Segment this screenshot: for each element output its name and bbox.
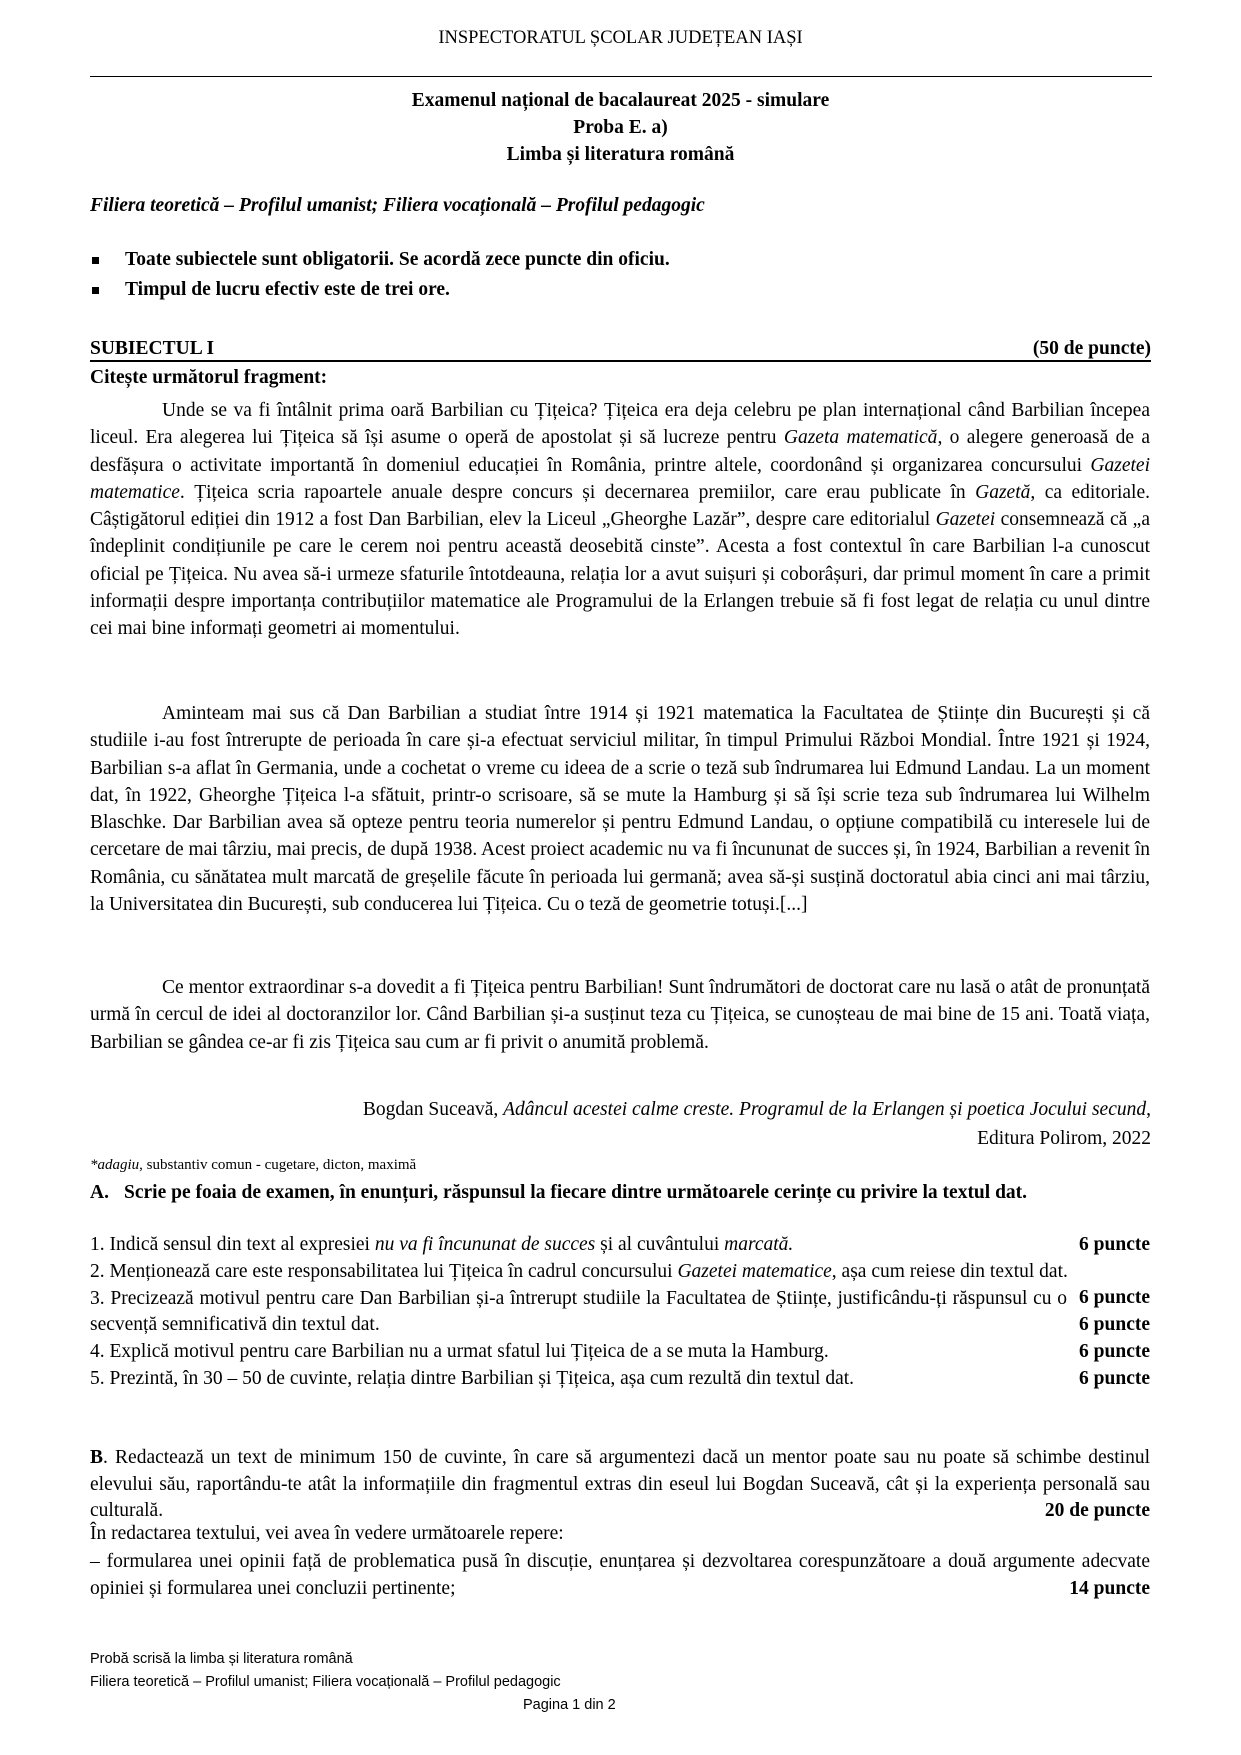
text-segment: 4. Explică motivul pentru care Barbilian nu a urmat sfatul lui Țițeica de a se muta la Hamburg.	[90, 1340, 829, 1362]
part-b-guidance: În redactarea textului, vei avea în vedere următoarele repere:	[90, 1523, 564, 1544]
question-item	[90, 1339, 1150, 1366]
italic-text: Gazetă	[975, 481, 1031, 503]
question-item	[90, 1259, 1150, 1309]
source-work: Adâncul acestei calme creste. Programul de la Erlangen și poetica Jocului secund	[503, 1099, 1147, 1120]
text-segment: , o alegere generoasă de a desfășura o activitate importantă în domeniul educației în România, printre altele, coordonând și organizarea concursului	[90, 427, 1151, 476]
source-author: Bogdan Suceavă,	[362, 1099, 504, 1120]
reading-instruction: Citește următorul fragment:	[90, 367, 328, 388]
italic-text: Gazetei matematice	[677, 1260, 832, 1282]
question-points: 6 puncte	[1079, 1287, 1150, 1309]
subject-heading	[90, 338, 1151, 362]
institution-header: INSPECTORATUL ȘCOLAR JUDEȚEAN IAȘI	[438, 28, 803, 48]
part-b-text: . Redactează un text de minimum 150 de cuvinte, în care să argumentezi dacă un mentor poate sau nu poate să schimbe destinul elevului său, raportându-te atât la informațiile din fragmentul extras din eseul lui Bogdan Suceavă, cât și la experiența personală sau culturală.	[90, 1447, 1150, 1521]
source-citation	[363, 1096, 1151, 1153]
text-segment: consemnează că „a îndeplinit condițiunile pe care le cerem noi pentru această deosebită cinste”. Acesta a fost contextul în care Barbilian l-a cunoscut oficial pe Țițeica. Nu avea să-i urmeze sfaturile întotdeauna, relația lor a avut suișuri și coborâșuri, dar primul moment în care a primit informații despre importanța contribuțiilor matematice ale Programului de la Erlangen trebuie să fi fost legat de relația cu unul dintre cei mai bine informați geometri ai momentului.	[90, 509, 1150, 640]
part-a-instruction	[90, 1180, 1150, 1206]
footnote	[90, 1157, 416, 1174]
text-segment: 3. Precizează motivul pentru care Dan Barbilian și-a întrerupt studiile la Facultatea de Științe, justificându-ți răspunsul cu o secvență semnificativă din textul dat.	[90, 1287, 1068, 1336]
footnote-term: *adagiu	[90, 1157, 140, 1173]
text-segment: . Țițeica scria rapoartele anuale despre concurs și decernarea premiilor, care erau publicate în	[179, 481, 976, 503]
fragment-paragraph	[90, 974, 1150, 1056]
rule-item	[90, 279, 450, 301]
criterion-points: 14 puncte	[1069, 1577, 1150, 1599]
rule-item	[90, 249, 670, 271]
rule-text: Timpul de lucru efectiv este de trei ore.	[125, 279, 450, 300]
italic-text: Gazetei	[935, 509, 996, 531]
italic-text: marcată.	[724, 1234, 794, 1255]
italic-text: nu va fi încununat de succes	[374, 1234, 596, 1255]
part-b-points: 20 de puncte	[1044, 1500, 1150, 1521]
italic-text: Gazeta matematică	[783, 427, 938, 449]
text-segment: Aminteam mai sus că Dan Barbilian a studiat între 1914 și 1921 matematica la Facultatea de Științe din București și că studiile i-au fost întrerupte de perioada în care și-a efectuat serviciul militar, în timpul Primului Război Mondial. Între 1921 și 1924, Barbilian s-a aflat în Germania, unde a cochetat o vreme cu ideea de a scrie o teză sub îndrumarea lui Edmund Landau. La un moment dat, în 1922, Gheorghe Țițeica l-a sfătuit, printr-o scrisoare, să se mute la Hamburg și să își scrie teza sub îndrumarea lui Wilhelm Blaschke. Dar Barbilian avea să opteze pentru teoria numerelor și pentru Edmund Landau, o opțiune compatibilă cu interesele lui de cercetare de mai târziu, mai precis, de după 1938. Acest proiect academic nu va fi încununat de succes și, în 1924, Barbilian a revenit în România, cu sănătatea mult marcată de greșelile făcute în perioada lui germană; avea să-și susțină doctoratul abia cinci ani mai târziu, la Universitatea din București, sub conducerea lui Țițeica. Cu o teză de geometrie totuși.[...]	[90, 703, 1150, 916]
profile-line: Filiera teoretică – Profilul umanist; Filiera vocațională – Profilul pedagogic	[90, 195, 705, 216]
question-points: 6 puncte	[1079, 1314, 1150, 1336]
fragment-paragraph	[90, 397, 1150, 643]
text-segment: 2. Menționează care este responsabilitatea lui Țițeica în cadrul concursului	[90, 1260, 678, 1282]
italic-text: Gazetei matematice	[90, 454, 1150, 503]
question-points: 6 puncte	[1079, 1340, 1150, 1362]
subject-points: (50 de puncte)	[1032, 338, 1151, 359]
page-number: Pagina 1 din 2	[523, 1697, 616, 1713]
rule-text: Toate subiectele sunt obligatorii. Se acordă zece puncte din oficiu.	[125, 249, 670, 270]
question-item	[90, 1366, 1150, 1393]
part-b-label: B	[90, 1447, 104, 1468]
part-a-items	[90, 1232, 1150, 1392]
part-b-task	[90, 1445, 1150, 1525]
text-segment: și al cuvântului	[595, 1234, 725, 1255]
text-segment: Unde se va fi întâlnit prima oară Barbilian cu Țițeica? Țițeica era deja celebru pe plan internațional când Barbilian începea liceul. Era alegerea lui Țițeica să își asume o operă de apostolat și să lucreze pentru	[90, 400, 1150, 449]
bullet-icon	[92, 257, 99, 264]
criterion-text: – formularea unei opinii față de problematica pusă în discuție, enunțarea și dezvoltarea corespunzătoare a două argumente adecvate opiniei și formularea unei concluzii pertinente;	[90, 1551, 1150, 1599]
part-a-label: A.	[90, 1182, 109, 1203]
text-segment: , ca editoriale. Câștigătorul ediției din 1912 a fost Dan Barbilian, elev la Liceul „Gheorghe Lazăr”, despre care editorialul	[90, 481, 1150, 531]
bullet-icon	[92, 287, 99, 294]
exam-subject: Limba și literatura română	[506, 144, 735, 165]
footnote-definition: , substantiv comun - cugetare, dicton, maximă	[139, 1157, 417, 1173]
header-divider	[90, 76, 1152, 77]
footer-line: Probă scrisă la limba și literatura română	[90, 1651, 353, 1667]
question-points: 6 puncte	[1079, 1367, 1150, 1389]
text-segment: 1. Indică sensul din text al expresiei	[90, 1234, 375, 1255]
part-a-text: Scrie pe foaia de examen, în enunțuri, răspunsul la fiecare dintre următoarele cerințe cu privire la textul dat.	[124, 1182, 1028, 1203]
question-item	[90, 1286, 1150, 1339]
subject-title: SUBIECTUL I	[90, 338, 215, 359]
text-segment: , așa cum reiese din textul dat.	[831, 1260, 1068, 1282]
text-segment: 5. Prezintă, în 30 – 50 de cuvinte, relația dintre Barbilian și Țițeica, așa cum rezultă din textul dat.	[90, 1367, 855, 1389]
exam-test: Proba E. a)	[573, 117, 668, 138]
source-publisher: Editura Polirom, 2022	[977, 1127, 1151, 1149]
question-points: 6 puncte	[1079, 1234, 1150, 1255]
exam-title: Examenul național de bacalaureat 2025 - simulare	[411, 90, 830, 111]
source-comma: ,	[1146, 1099, 1151, 1120]
question-item	[90, 1232, 1150, 1259]
text-segment: Ce mentor extraordinar s-a dovedit a fi Țițeica pentru Barbilian! Sunt îndrumători de doctorat care nu lasă o atât de pronunțată urmă în cercul de idei al doctoranzilor lor. Când Barbilian și-a susținut teza cu Țițeica, se cunoșteau de mai bine de 15 ani. Toată viața, Barbilian se gândea ce-ar fi zis Țițeica sau cum ar fi privit o anumită problemă.	[90, 977, 1150, 1053]
part-b-criterion	[90, 1549, 1150, 1602]
fragment-paragraph	[90, 700, 1150, 918]
footer-line: Filiera teoretică – Profilul umanist; Filiera vocațională – Profilul pedagogic	[90, 1674, 561, 1690]
